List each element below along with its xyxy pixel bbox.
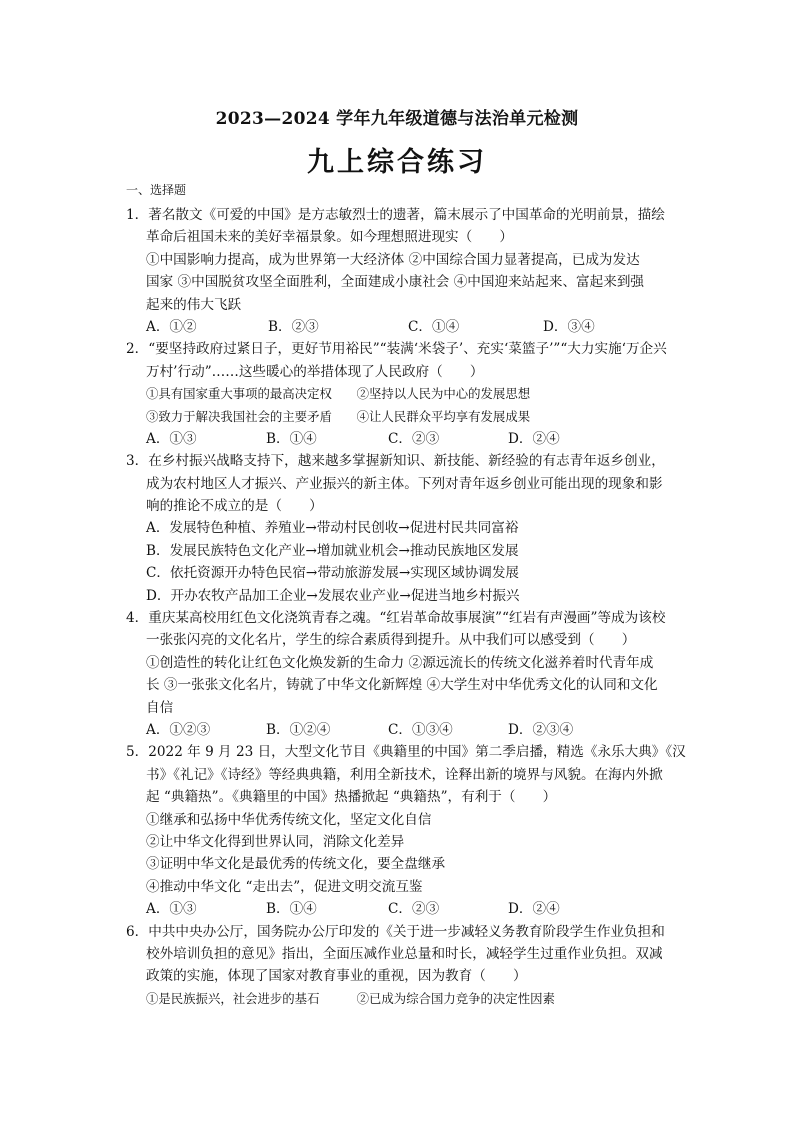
statement-line: ②让中华文化得到世界认同，消除文化差异 bbox=[146, 833, 405, 850]
statement-line: ①具有国家重大事项的最高决定权 ②坚持以人民为中心的发展思想 bbox=[146, 386, 531, 402]
statement-line: 国家 ③中国脱贫攻坚全面胜利，全面建成小康社会 ④中国迎来站起来、富起来到强 bbox=[146, 274, 645, 291]
option-b[interactable]: B．①②④ bbox=[266, 721, 331, 738]
answer-options bbox=[126, 428, 671, 450]
statement-line: 自信 bbox=[146, 699, 174, 716]
question-stem: 起 “典籍热”。《典籍里的中国》热播掀起 “典籍热”，有利于（ ） bbox=[146, 789, 557, 806]
question-stem: 6．中共中央办公厅，国务院办公厅印发的《关于进一步减轻义务教育阶段学生作业负担和 bbox=[126, 923, 665, 940]
question-stem: 4．重庆某高校用红色文化浇筑青春之魂。“红岩革命故事展演”“红岩有声漫画”等成为该校 bbox=[126, 610, 666, 627]
answer-options bbox=[126, 719, 671, 741]
option-c[interactable]: C．①④ bbox=[408, 318, 460, 335]
option-a[interactable]: A．①③ bbox=[146, 430, 197, 447]
option-d[interactable]: D．②③④ bbox=[508, 721, 574, 738]
option-b[interactable]: B．①④ bbox=[266, 901, 317, 918]
question-2 bbox=[126, 338, 671, 450]
question-stem: 3．在乡村振兴战略支持下，越来越多掌握新知识、新技能、新经验的有志青年返乡创业， bbox=[126, 453, 665, 470]
option-d[interactable]: D．开办农牧产品加工企业→发展农业产业→促进当地乡村振兴 bbox=[146, 587, 520, 604]
question-list bbox=[126, 204, 686, 1010]
option-a[interactable]: A．①③ bbox=[146, 901, 197, 918]
question-stem: 万村’行动”……这些暖心的举措体现了人民政府（ ） bbox=[146, 363, 484, 380]
question-stem: 书》《礼记》《诗经》等经典典籍，利用全新技术，诠释出新的境界与风貌。在海内外掀 bbox=[146, 766, 663, 783]
question-4 bbox=[126, 607, 671, 741]
option-b[interactable]: B．②③ bbox=[268, 318, 319, 335]
question-stem: 5．2022 年 9 月 23 日，大型文化节目《典籍里的中国》第二季启播，精选《永乐大典》《汉 bbox=[126, 744, 686, 761]
statement-line: ①创造性的转化让红色文化焕发新的生命力 ②源远流长的传统文化滋养着时代青年成 bbox=[146, 654, 654, 671]
statement-line: ③致力于解决我国社会的主要矛盾 ④让人民群众平均享有发展成果 bbox=[146, 408, 531, 424]
option-c[interactable]: C．依托资源开办特色民宿→带动旅游发展→实现区域协调发展 bbox=[146, 565, 520, 582]
answer-options bbox=[126, 316, 671, 338]
question-stem: 响的推论不成立的是（ ） bbox=[146, 498, 323, 515]
statement-line: ④推动中华文化 “走出去”，促进文明交流互鉴 bbox=[146, 878, 423, 895]
option-a[interactable]: A．①② bbox=[146, 318, 197, 335]
question-stem: 政策的实施，体现了国家对教育事业的重视，因为教育（ ） bbox=[146, 968, 527, 985]
option-c[interactable]: C．②③ bbox=[388, 901, 440, 918]
option-a[interactable]: A．①②③ bbox=[146, 721, 211, 738]
exam-subtitle: 九上综合练习 bbox=[307, 147, 487, 178]
question-3 bbox=[126, 450, 671, 607]
option-a[interactable]: A．发展特色种植、养殖业→带动村民创收→促进村民共同富裕 bbox=[146, 520, 519, 537]
statement-line: ①中国影响力提高，成为世界第一大经济体 ②中国综合国力显著提高，已成为发达 bbox=[146, 251, 640, 268]
statement-line: ③证明中华文化是最优秀的传统文化，要全盘继承 bbox=[146, 856, 446, 873]
question-stem: 2．“要坚持政府过紧日子，更好节用裕民”“装满‘米袋子’、充实‘菜篮子’”“大力实施‘万企兴 bbox=[126, 341, 667, 358]
statement-line: 长 ③一张张文化名片，铸就了中华文化新辉煌 ④大学生对中华优秀文化的认同和文化 bbox=[146, 677, 658, 694]
question-5 bbox=[126, 741, 686, 920]
option-b[interactable]: B．①④ bbox=[266, 430, 317, 447]
section-heading: 一、选择题 bbox=[126, 183, 187, 197]
statement-line: ①是民族振兴，社会进步的基石 ②已成为综合国力竞争的决定性因素 bbox=[146, 990, 555, 1006]
option-c[interactable]: C．①③④ bbox=[388, 721, 453, 738]
question-6 bbox=[126, 921, 671, 1011]
answer-options bbox=[126, 898, 671, 920]
question-stem: 革命后祖国未来的美好幸福景象。如今理想照进现实（ ） bbox=[146, 229, 514, 246]
option-d[interactable]: D．②④ bbox=[508, 901, 560, 918]
question-1 bbox=[126, 204, 671, 338]
question-stem: 校外培训负担的意见》指出，全面压减作业总量和时长，减轻学生过重作业负担。双减 bbox=[146, 945, 663, 962]
option-b[interactable]: B．发展民族特色文化产业→增加就业机会→推动民族地区发展 bbox=[146, 542, 519, 559]
question-stem: 成为农村地区人才振兴、产业振兴的新主体。下列对青年返乡创业可能出现的现象和影 bbox=[146, 475, 663, 492]
option-d[interactable]: D．③④ bbox=[543, 318, 595, 335]
exam-title: 2023—2024 学年九年级道德与法治单元检测 bbox=[215, 109, 579, 129]
statement-line: 起来的伟大飞跃 bbox=[146, 296, 242, 313]
statement-line: ①继承和弘扬中华优秀传统文化，坚定文化自信 bbox=[146, 811, 432, 828]
option-d[interactable]: D．②④ bbox=[508, 430, 560, 447]
option-c[interactable]: C．②③ bbox=[388, 430, 440, 447]
question-stem: 一张张闪亮的文化名片，学生的综合素质得到提升。从中我们可以感受到（ ） bbox=[146, 632, 636, 649]
question-stem: 1．著名散文《可爱的中国》是方志敏烈士的遗著，篇末展示了中国革命的光明前景，描绘 bbox=[126, 207, 665, 223]
